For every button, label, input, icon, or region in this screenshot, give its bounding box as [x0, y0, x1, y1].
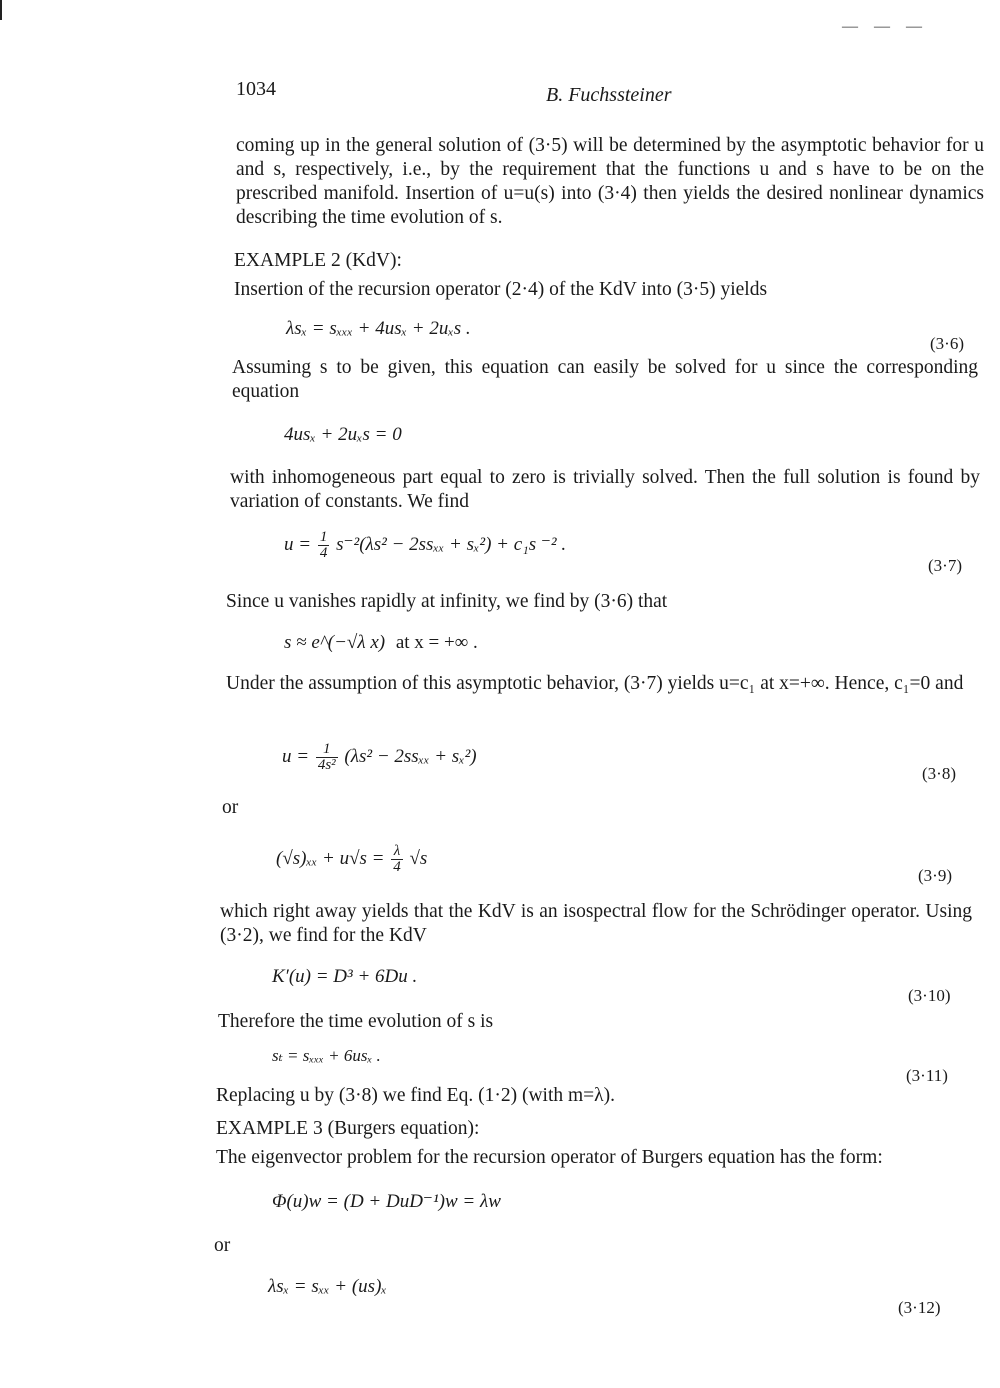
running-header	[236, 78, 940, 108]
scan-edge-mark	[0, 0, 2, 20]
equation-3-8-numerator: 1	[316, 742, 338, 758]
equation-3-7	[284, 530, 566, 561]
paragraph-1: coming up in the general solution of (3·5) will be determined by the asymptotic behavior for u and s, respectively, i.e., by the requirement that the functions u and s have to be on the prescribed manifold. Insertion of u=u(s) into (3·4) then yields the desired nonlinear dynamics describing the time evolution of s.	[236, 135, 984, 228]
burgers-eigen-equation: Φ(u)w = (D + DuD⁻¹)w = λw	[272, 1191, 501, 1212]
equation-3-6-number: (3·6)	[930, 334, 964, 353]
equation-3-9-denominator: 4	[393, 859, 401, 875]
equation-3-10: K′(u) = D³ + 6Du .	[272, 966, 418, 987]
corner-marks: — — —	[842, 18, 928, 35]
equation-3-7-lhs: u =	[284, 533, 312, 555]
equation-3-7-numerator: 1	[319, 529, 328, 545]
paragraph-5: Since u vanishes rapidly at infinity, we find by (3·6) that	[226, 591, 668, 612]
homogeneous-equation: 4usₓ + 2uₓs = 0	[284, 424, 402, 445]
paragraph-6: Under the assumption of this asymptotic behavior, (3·7) yields u=c₁ at x=+∞. Hence, c₁=0 and	[226, 673, 964, 694]
equation-3-7-number: (3·7)	[928, 556, 962, 575]
equation-3-11: sₜ = sₓₓₓ + 6usₓ .	[272, 1046, 381, 1065]
equation-3-6: λsₓ = sₓₓₓ + 4usₓ + 2uₓs .	[286, 318, 471, 339]
equation-3-9-lhs: (√s)ₓₓ + u√s =	[276, 847, 385, 869]
equation-3-8-denominator: 4s²	[317, 757, 336, 773]
equation-3-8-fraction	[316, 742, 338, 773]
equation-3-8-rhs: (λs² − 2ssₓₓ + sₓ²)	[344, 745, 477, 767]
paragraph-3: Assuming s to be given, this equation can easily be solved for u since the corresponding equation	[232, 357, 978, 402]
equation-3-11-number: (3·11)	[906, 1066, 948, 1085]
equation-3-8	[282, 742, 477, 773]
equation-3-9-number: (3·9)	[918, 866, 952, 885]
equation-3-7-rhs: s⁻²(λs² − 2ssₓₓ + sₓ²) + c₁s ⁻² .	[336, 533, 567, 555]
equation-3-12-number: (3·12)	[898, 1298, 941, 1317]
paragraph-4: with inhomogeneous part equal to zero is trivially solved. Then the full solution is found by variation of constants. We find	[230, 467, 980, 512]
equation-3-9-rhs: √s	[409, 847, 428, 869]
paragraph-2: Insertion of the recursion operator (2·4) of the KdV into (3·5) yields	[234, 279, 768, 300]
paragraph-7: which right away yields that the KdV is an isospectral flow for the Schrödinger operator. Using (3·2), we find for the KdV	[220, 901, 972, 946]
equation-3-9-fraction	[391, 844, 403, 875]
equation-3-12: λsₓ = sₓₓ + (us)ₓ	[268, 1276, 387, 1297]
page-number: 1034	[236, 78, 276, 100]
or-connector-2: or	[214, 1235, 231, 1256]
example-3-heading: EXAMPLE 3 (Burgers equation):	[216, 1118, 480, 1139]
asymptotic-equation-lhs: s ≈ e^(−√λ x)	[284, 632, 386, 653]
equation-3-7-denominator: 4	[319, 545, 328, 561]
equation-3-9-numerator: λ	[391, 844, 403, 860]
paragraph-8: Therefore the time evolution of s is	[218, 1011, 494, 1032]
running-author: B. Fuchssteiner	[546, 84, 672, 106]
paragraph-10: The eigenvector problem for the recursion operator of Burgers equation has the form:	[216, 1147, 883, 1168]
equation-3-7-fraction	[318, 530, 330, 561]
asymptotic-equation-tail: at x = +∞ .	[395, 632, 478, 653]
equation-3-10-number: (3·10)	[908, 986, 951, 1005]
equation-3-9	[276, 844, 427, 875]
example-2-heading: EXAMPLE 2 (KdV):	[234, 250, 402, 271]
or-connector-1: or	[222, 797, 239, 818]
equation-3-8-lhs: u =	[282, 745, 310, 767]
paragraph-9: Replacing u by (3·8) we find Eq. (1·2) (with m=λ).	[216, 1085, 615, 1106]
asymptotic-equation	[284, 632, 478, 654]
equation-3-8-number: (3·8)	[922, 764, 956, 783]
